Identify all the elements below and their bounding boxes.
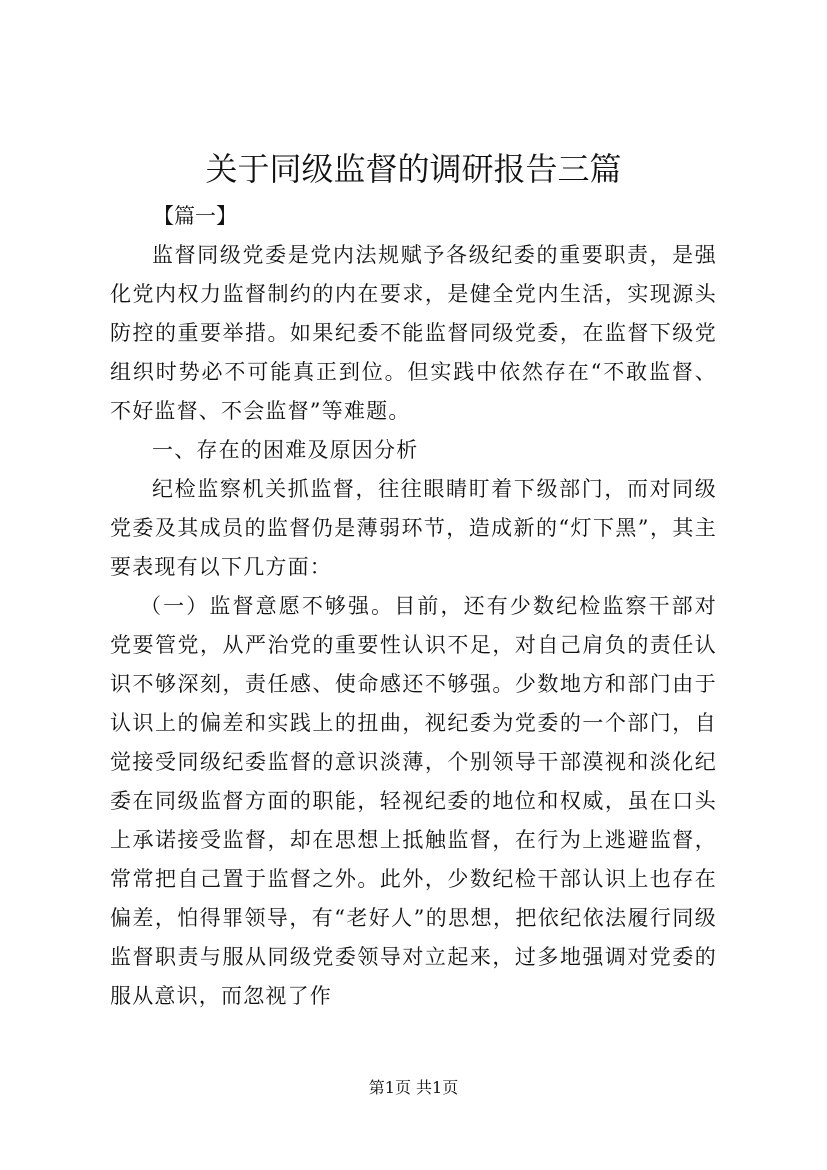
paragraph-intro: 监督同级党委是党内法规赋予各级纪委的重要职责，是强化党内权力监督制约的内在要求，是健全党内生活，实现源头防控的重要举措。如果纪委不能监督同级党委，在监督下级党组织时势必不可能真正到位。但实践中依然存在“不敢监督、不好监督、不会监督”等难题。 <box>110 243 717 423</box>
page-footer: 第1页 共1页 <box>368 1078 459 1097</box>
section-label: 【篇一】 <box>153 204 237 228</box>
document-body <box>110 236 717 1016</box>
paragraph-subitem-one: （一）监督意愿不够强。目前，还有少数纪检监察干部对党要管党，从严治党的重要性认识不足，对自己肩负的责任认识不够深刻，责任感、使命感还不够强。少数地方和部门由于认识上的偏差和实践上的扭曲，视纪委为党委的一个部门，自觉接受同级纪委监督的意识淡薄，个别领导干部漠视和淡化纪委在同级监督方面的职能，轻视纪委的地位和权威，虽在口头上承诺接受监督，却在思想上抵触监督，在行为上逃避监督，常常把自己置于监督之外。此外，少数纪检干部认识上也存在偏差，怕得罪领导，有“老好人”的思想，把依纪依法履行同级监督职责与服从同级党委领导对立起来，过多地强调对党委的服从意识，而忽视了作 <box>110 594 717 1008</box>
paragraph-analysis: 纪检监察机关抓监督，往往眼睛盯着下级部门，而对同级党委及其成员的监督仍是薄弱环节，造成新的“灯下黑”，其主要表现有以下几方面： <box>110 477 717 579</box>
paragraph-heading: 一、存在的困难及原因分析 <box>152 438 419 462</box>
document-title: 关于同级监督的调研报告三篇 <box>205 150 622 188</box>
